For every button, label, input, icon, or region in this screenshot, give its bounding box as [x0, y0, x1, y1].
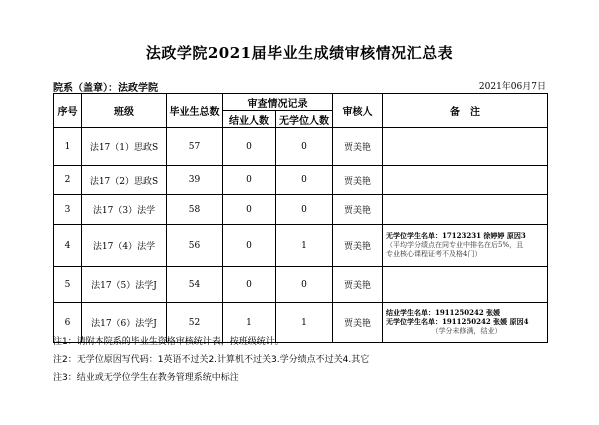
table-row	[54, 166, 548, 195]
row-remark	[383, 267, 548, 303]
row-no-degree: 0	[276, 195, 333, 225]
row-seq: 3	[54, 195, 82, 225]
remark-line: 结业学生名单：1911250242 张媛	[386, 308, 501, 318]
remark-line: 无学位学生名单：1911250242 张媛 原因4	[386, 317, 529, 327]
table-row	[54, 267, 548, 303]
footnote-1: 注1：请附本院系的毕业生资格审核统计表，按班级统计。	[53, 337, 284, 347]
row-no-degree: 0	[276, 166, 333, 195]
row-class: 法17（2）思政S	[82, 166, 167, 195]
row-reviewer: 贾美艳	[333, 195, 383, 225]
header-completion: 结业人数	[223, 111, 276, 128]
row-remark	[383, 225, 548, 267]
footnote-2: 注2：无学位原因写代码：1英语不过关2.计算机不过关3.学分绩点不过关4.其它	[53, 355, 370, 365]
row-seq: 2	[54, 166, 82, 195]
row-remark	[383, 195, 548, 225]
remark-line: （学分未修满，结业）	[431, 326, 502, 335]
row-completion: 0	[223, 225, 276, 267]
row-total: 39	[167, 166, 223, 195]
row-reviewer: 贾美艳	[333, 225, 383, 267]
header-total: 毕业生总数	[167, 94, 223, 128]
row-total: 54	[167, 267, 223, 303]
row-total: 57	[167, 128, 223, 166]
row-reviewer: 贾美艳	[333, 128, 383, 166]
row-no-degree: 1	[276, 225, 333, 267]
header-no-degree: 无学位人数	[276, 111, 333, 128]
row-no-degree: 0	[276, 128, 333, 166]
row-remark	[383, 128, 548, 166]
header-seq: 序号	[54, 94, 82, 128]
row-seq: 4	[54, 225, 82, 267]
row-class: 法17（5）法学J	[82, 267, 167, 303]
row-class: 法17（1）思政S	[82, 128, 167, 166]
header-review: 审查情况记录	[223, 94, 333, 111]
row-seq: 6	[54, 303, 82, 343]
row-seq: 1	[54, 128, 82, 166]
remark-line: （平均学分绩点在同专业中排名在后5%，且	[386, 241, 524, 250]
page-title: 法政学院2021届毕业生成绩审核情况汇总表	[145, 44, 454, 62]
row-reviewer: 贾美艳	[333, 303, 383, 343]
footnote-3: 注3：结业或无学位学生在教务管理系统中标注	[53, 373, 239, 383]
row-total: 58	[167, 195, 223, 225]
row-class: 法17（6）法学J	[82, 303, 167, 343]
row-completion: 0	[223, 128, 276, 166]
row-completion: 1	[223, 303, 276, 343]
summary-table	[53, 93, 548, 343]
row-completion: 0	[223, 166, 276, 195]
row-no-degree: 1	[276, 303, 333, 343]
row-class: 法17（3）法学	[82, 195, 167, 225]
row-seq: 5	[54, 267, 82, 303]
table-row	[54, 225, 548, 267]
table-row	[54, 195, 548, 225]
row-total: 52	[167, 303, 223, 343]
row-total: 56	[167, 225, 223, 267]
row-reviewer: 贾美艳	[333, 166, 383, 195]
row-completion: 0	[223, 195, 276, 225]
row-remark	[383, 166, 548, 195]
remark-line: 专业核心课程证考不及格4门）	[386, 249, 482, 258]
remark-line: 无学位学生名单：17123231 徐婷婷 原因3	[386, 231, 526, 241]
report-date: 2021年06月7日	[478, 82, 546, 92]
row-reviewer: 贾美艳	[333, 267, 383, 303]
header-reviewer: 审核人	[333, 94, 383, 128]
department-label: 院系（盖章）：法政学院	[53, 83, 158, 94]
row-remark	[383, 303, 548, 343]
table-row	[54, 128, 548, 166]
header-class: 班级	[82, 94, 167, 128]
row-completion: 0	[223, 267, 276, 303]
header-remark: 备 注	[383, 94, 548, 128]
row-no-degree: 0	[276, 267, 333, 303]
row-class: 法17（4）法学	[82, 225, 167, 267]
